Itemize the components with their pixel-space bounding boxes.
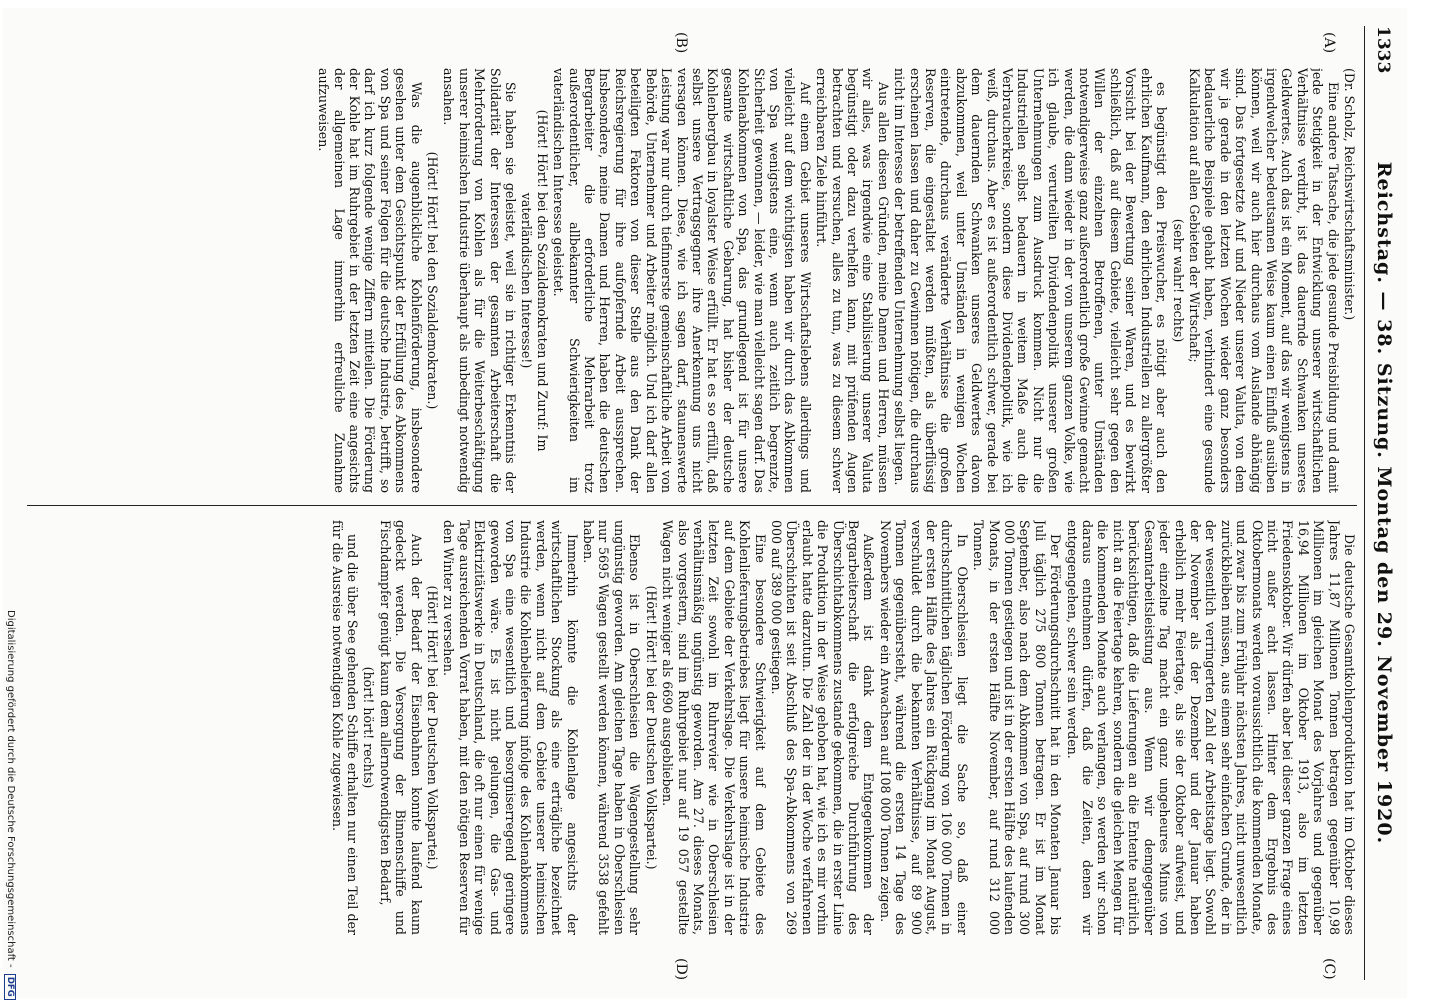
- paragraph: Auch der Bedarf der Eisenbahnen konnte laufend kaum gedeckt werden. Die Versorgung der Binnenschiffe und Fischdampfer genügt kaum dem allernotwendigsten Bedarf,: [377, 520, 424, 935]
- column-divider: [27, 505, 1357, 506]
- page-header: [1364, 26, 1399, 980]
- interjection: (hört! hört! rechts): [361, 666, 377, 789]
- page-number: 1333: [1373, 26, 1393, 74]
- interjection: (sehr wahr! rechts): [1170, 218, 1186, 343]
- interjection: (Hört! Hört! bei der Deutschen Volkspartei.): [425, 585, 441, 870]
- paragraph: und die über See gehenden Schiffe erhalten nur einen Teil der für die Ausreise notwendigen Kohle zugewiesen.: [329, 520, 360, 935]
- paragraph: Sie haben sie geleistet, weil sie in richtiger Erkenntnis der Solidarität der Interessen der gesamten Arbeiterschaft die Mehrforderung von Kohlen als für die Weiterbeschäftigung unserer heimischen Industrie überhaupt als unbedingt notwendig ansahen.: [441, 68, 519, 493]
- credit-text: Digitalisierung gefördert durch die Deutsche Forschungsgemeinschaft -: [5, 610, 16, 968]
- interjection: (Hört! Hört! bei den Sozialdemokraten und Zuruf: Im vaterländischen Interesse!): [519, 109, 550, 452]
- page-title: Reichstag. — 38. Sitzung. Montag den 29. November 1920.: [1373, 161, 1395, 845]
- paragraph: In Oberschlesien liegt die Sache so, daß einer durchschnittlichen täglichen Förderung von 106 000 Tonnen in der ersten Hälfte des Jahres ein Rückgang im Monat August, verschuldet durch die bekannten Verhältnisse, auf 89 900 Tonnen gegenübersteht, während die ersten 14 Tage des Novembers wieder ein Anwachsen auf 108 000 Tonnen zeigen.: [877, 520, 970, 935]
- dfg-logo: DFG: [4, 974, 16, 1000]
- paragraph: Außerdem ist dank dem Entgegenkommen der Bergarbeiterschaft die erfolgreiche Durchführung des Überschichtabkommens zustande gekommen, die in erster Linie die Produktion in der Weise gehoben hat, wie ich es mir vorhin erlaubt hatte darzutun. Die Zahl der in der Woche verfahrenen Überschichten ist seit Abschluß des Spa-Abkommens von 269 000 auf 389 000 gestiegen.: [768, 520, 877, 935]
- speaker-line: (Dr. Scholz, Reichswirtschaftsminister.): [1342, 68, 1357, 321]
- paragraph: Was die augenblickliche Kohlenförderung, insbesondere gesehen unter dem Gesichtspunkt der Erfüllung des Abkommens von Spa und seiner Folgen für die deutsche Industrie, betrifft, so darf ich kurz folgende wenige Ziffern mitteilen. Die Förderung der Kohle hat im Ruhrgebiet in der letzten Zeit eine angesichts der allgemeinen Lage immerhin erfreuliche Zunahme aufzuweisen.: [316, 68, 424, 493]
- paragraph: Ebenso ist in Oberschlesien die Wagengestellung sehr ungünstig geworden. Am gleichen Tage haben in Oberschlesien nur 5695 Wagen gestellt werden können, während 3538 gefehlt haben.: [581, 520, 643, 935]
- digitization-credit: [2, 610, 18, 998]
- interjection: (Hört! Hört! bei den Sozialdemokraten.): [425, 151, 441, 410]
- paragraph: Eine andere Tatsache, die jede gesunde Preisbildung und damit jede Stetigkeit in der Entwicklung unserer wirtschaftlichen Verhältnisse verdirbt, ist das dauernde Schwanken unseres Geldwertes. Auch das ist ein Moment, auf das wir wenigstens in irgendwelcher bedeutsamen Weise kaum einen Einfluß ausüben können, weil wir auch hier durchaus vom Auslande abhängig sind. Das fortgesetzte Auf und Nieder unserer Valuta, von dem wir ja gerade in den letzten Wochen wieder ganz besonders bedauerliche Beispiele gehabt haben, verhindert eine gesunde Kalkulation auf allen Gebieten der Wirtschaft;: [1186, 68, 1341, 493]
- document-page: [3, 8, 1407, 998]
- right-column: [23, 520, 1357, 935]
- paragraph: Eine besondere Schwierigkeit auf dem Gebiete des Kohlenlieferungsbetriebes liegt für unsere heimische Industrie auf dem Gebiete der Verkehrslage. Die Verkehrslage ist in der letzten Zeit sowohl im Ruhrrevier wie in Oberschlesien verhältnismäßig ungünstig geworden. Am 27. dieses Monats, also vorgestern, sind im Ruhrgebiet nur auf 19 057 gestellte Wagen nicht weniger als 6690 ausgeblieben.: [660, 520, 768, 935]
- paragraph: Aus allen diesen Gründen, meine Damen und Herren, müssen wir alles, was irgendwie eine Stabilisierung unserer Valuta begünstigt oder dazu verhelfen kann, mit prüfenden Augen betrachten und versuchen, alles zu tun, was zu diesem schwer erreichbaren Ziele hinführt.: [814, 68, 891, 493]
- paragraph: es begünstigt den Preiswucher, es nötigt aber auch den ehrlichen Kaufmann, den ehrlichen Industriellen zu allergrößter Vorsicht bei der Bewertung seiner Waren, und es bewirkt schließlich, daß auf diesem Gebiete, vielleicht sehr gegen den Willen der einzelnen Betroffenen, unter Umständen notwendigerweise ganz außerordentlich große Gewinne gemacht werden, die dann wieder in der von unserem ganzen Volke, wie ich glaube, verurteilten Dividendenpolitik unserer großen Unternehmungen zum Ausdruck kommen. Nicht nur die Industriellen selbst bedauern in weitem Maße auch die Verbraucherkreise, sondern diese Dividendenpolitik, wie ich weiß, durchaus. Aber es ist außerordentlich schwer, gerade bei dem dauernden Schwanken unseres Geldwertes davon abzukommen, weil unter Umständen in wenigen Wochen eintretende, durchaus veränderte Verhältnisse die großen Reserven, die eingestaltet werden müßten, als überflüssig erscheinen lassen und daher zu Gewinnen nötigen, die durchaus nicht im Interesse der betreffenden Unternehmung selbst liegen.: [892, 68, 1170, 493]
- interjection: (Hört! Hört! bei der Deutschen Volkspartei.): [643, 585, 659, 870]
- margin-marker-c: (C): [1321, 958, 1337, 980]
- margin-marker-b: (B): [673, 32, 689, 54]
- margin-marker-a: (A): [1321, 32, 1337, 54]
- paragraph: Die deutsche Gesamtkohlenproduktion hat im Oktober dieses Jahres 11,87 Millionen Tonnen betragen gegenüber 10,98 Millionen im gleichen Monat des Vorjahres und gegenüber 16,94 Millionen im Oktober 1913, also im letzten Friedensoktober. Wir dürfen aber bei dieser ganzen Frage eines nicht außer acht lassen. Hinter dem Ergebnis des Oktobermonats werden voraussichtlich die kommenden Monate, und zwar bis zum Frühjahr nächsten Jahres, nicht unwesentlich zurückbleiben müssen, aus einem sehr einfachen Grunde, der in der wesentlich verringerten Zahl der Arbeitstage liegt. Sowohl der November als der Dezember und der Januar haben erheblich mehr Feiertage, als sie der Oktober aufweist, und jeder einzelne Tag macht ein ganz ungeheures Minus von Gesamtarbeitsleistung aus. Wenn wir demgegenüber berücksichtigen, daß die Lieferungen an die Entente natürlich nicht an die Feiertage kehren, sondern die gleichen Mengen für die kommenden Monate auch verlangen, so werden wir schon daraus entnehmen dürfen, daß die Zeiten, denen wir entgegengehen, schwer sein werden.: [1064, 520, 1357, 935]
- left-column: [23, 68, 1357, 493]
- paragraph: Der Förderungsdurchschnitt hat in den Monaten Januar bis Juli täglich 275 800 Tonnen betragen. Er ist im Monat September, also nach dem Abkommen von Spa, auf rund 300 000 Tonnen gestiegen und ist in der ersten Hälfte des laufenden Monats, in der ersten Hälfte November, auf rund 312 000 Tonnen.: [971, 520, 1064, 935]
- margin-marker-d: (D): [673, 958, 689, 981]
- paragraph: Immerhin könnte die Kohlenlage angesichts der wirtschaftlichen Stockung als eine erträgliche bezeichnet werden, wenn nicht auf dem Gebiete unserer heimischen Industrie die Kohlenbelieferung infolge des Kohlenabkommens von Spa eine wesentlich und besorgniserregend geringere geworden wäre. Es ist nicht gelungen, die Gas- und Elektrizitätswerke in Deutschland, die oft nur einen für wenige Tage ausreichenden Vorrat haben, mit den nötigen Reserven für den Winter zu versehen.: [441, 520, 580, 935]
- paragraph: Auf einem Gebiet unseres Wirtschaftslebens allerdings und vielleicht auf dem wichtigsten haben wir durch das Abkommen von Spa wenigstens eine, wenn auch zeitlich begrenzte, Sicherheit gewonnen, — leider, wie man vielleicht sagen darf. Das Kohlenabkommen von Spa, das grundlegend ist für unsere gesamte wirtschaftliche Gebarung, hat bisher der deutsche Kohlenbergbau in loyalster Weise erfüllt. Er hat es so erfüllt, daß selbst unsere Vertragsgegner ihre Anerkennung uns nicht versagen können. Diese, wie ich sagen darf, staunenswerte Leistung war nur durch tiefinnerste gemeinschaftliche Arbeit von Behörde, Unternehmer und Arbeiter möglich. Und ich darf allen beteiligten Faktoren von dieser Stelle aus den Dank der Reichsregierung für ihre aufopfernde Arbeit aussprechen. Insbesondere, meine Damen und Herren, haben die deutschen Bergarbeiter die erforderliche Mehrarbeit trotz außerordentlicher, allbekannter Schwierigkeiten im vaterländischen Interesse geleistet.: [551, 68, 813, 493]
